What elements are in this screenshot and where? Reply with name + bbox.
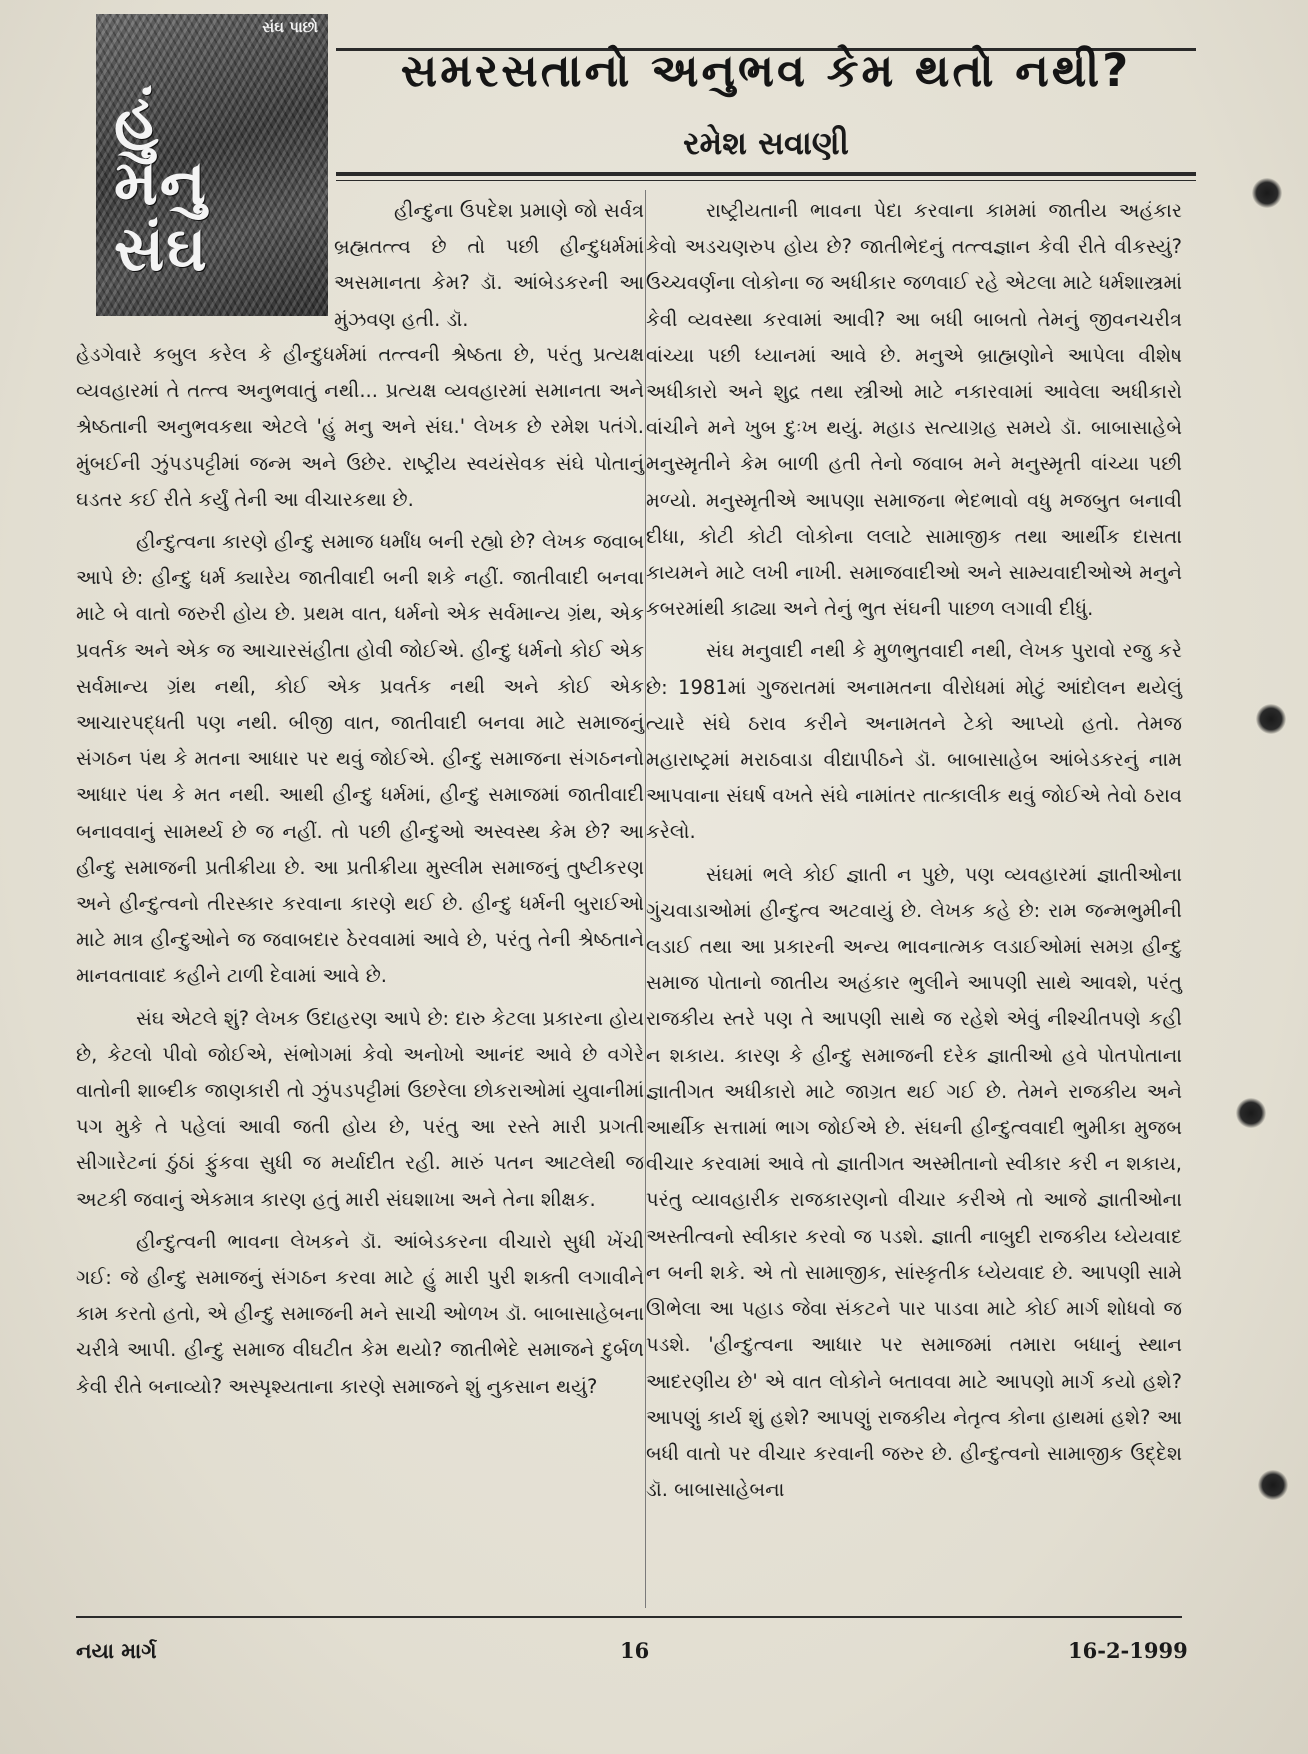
article-paragraph: રાષ્ટ્રીયતાની ભાવના પેદા કરવાના કામમાં જાતીય અહંકાર કેવો અડચણરુપ હોય છે? જાતીભેદનું તત્ત્વજ્ઞાન કેવી રીતે વીકસ્યું? ઉચ્ચવર્ણના લોકોના જ અધીકાર જળવાઈ રહે એટલા માટે ધર્મશાસ્ત્રમાં કેવી વ્યવસ્થા કરવામાં આવી? આ બધી બાબતો તેમનું જીવનચરીત્ર વાંચ્યા પછી ધ્યાનમાં આવે છે. મનુએ બ્રાહ્મણોને આપેલા વીશેષ અધીકારો અને શુદ્ર તથા સ્ત્રીઓ માટે નકારવામાં આવેલા અધીકારો વાંચીને મને ખુબ દુઃખ થયું. મહાડ સત્યાગ્રહ સમયે ડૉ. બાબાસાહેબે મનુસ્મૃતીને કેમ બાળી હતી તેનો જવાબ મને મનુસ્મૃતી વાંચ્યા પછી મળ્યો. મનુસ્મૃતીએ આપણા સમાજના ભેદભાવો વધુ મજબુત બનાવી દીધા, કોટી કોટી લોકોના લલાટે સામાજીક તથા આર્થીક દાસતા કાયમને માટે લખી નાખી. સમાજવાદીઓ અને સામ્યવાદીઓએ મનુને કબરમાંથી કાઢ્યા અને તેનું ભુત સંઘની પાછળ લગાવી દીધું. — [646, 199, 1182, 621]
article-paragraph: સંઘમાં ભલે કોઈ જ્ઞાતી ન પુછે, પણ વ્યવહારમાં જ્ઞાતીઓના ગુંચવાડાઓમાં હીન્દુત્વ અટવાયું છે. લેખક કહે છે: રામ જન્મભુમીની લડાઈ તથા આ પ્રકારની અન્ય ભાવનાત્મક લડાઈઓમાં સમગ્ર હીન્દુ સમાજ પોતાનો જાતીય અહંકાર ભુલીને આપણી સાથે આવશે, પરંતુ રાજકીય સ્તરે પણ તે આપણી સાથે જ રહેશે એવું નીશ્ચીતપણે કહી ન શકાય. કારણ કે હીન્દુ સમાજની દરેક જ્ઞાતીઓ હવે પોતપોતાના જ્ઞાતીગત અધીકારો માટે જાગ્રત થઈ ગઈ છે. તેમને રાજકીય અને આર્થીક સત્તામાં ભાગ જોઈએ છે. સંઘની હીન્દુત્વવાદી ભુમીકા મુજબ વીચાર કરવામાં આવે તો જ્ઞાતીગત અસ્મીતાનો સ્વીકાર કરી ન શકાય, પરંતુ વ્યાવહારીક રાજકારણનો વીચાર કરીએ તો આજે જ્ઞાતીઓના અસ્તીત્વનો સ્વીકાર કરવો જ પડશે. જ્ઞાતી નાબુદી રાજકીય ધ્યેયવાદ ન બની શકે. એ તો સામાજીક, સાંસ્કૃતીક ધ્યેયવાદ છે. આપણી સામે ઊભેલા આ પહાડ જેવા સંકટને પાર પાડવા માટે કોઈ માર્ગ શોધવો જ પડશે. 'હીન્દુત્વના આધાર પર સમાજમાં તમારા બધાનું સ્થાન આદરણીય છે' એ વાત લોકોને બતાવવા માટે આપણો માર્ગ કયો હશે? આપણું કાર્ય શું હશે? આપણું રાજકીય નેતૃત્વ કોના હાથમાં હશે? આ બધી વાતો પર વીચાર કરવાની જરુર છે. હીન્દુત્વનો સામાજીક ઉદ્દેશ ડૉ. બાબાસાહેબના — [646, 862, 1182, 1502]
article-headline: સમરસતાનો અનુભવ કેમ થતો નથી? — [400, 44, 1132, 97]
footer-rule — [76, 1616, 1182, 1618]
left-column — [76, 337, 644, 1405]
left-column-intro — [334, 193, 644, 338]
intro-paragraph: હીન્દુના ઉપદેશ પ્રમાણે જો સર્વત્ર બ્રહ્મતત્ત્વ છે તો પછી હીન્દુધર્મમાં અસમાનતા કેમ? ડૉ. આંબેડકરની આ મુંઝવણ હતી. ડૉ. — [334, 199, 644, 331]
cover-title-line: હું — [114, 80, 161, 153]
cover-title — [114, 80, 209, 285]
binding-hole — [1256, 704, 1286, 734]
footer-publication: નયા માર્ગ — [76, 1638, 157, 1663]
right-column — [646, 193, 1182, 1508]
cover-title-line: સંઘ — [114, 212, 209, 285]
binding-hole — [1252, 178, 1282, 208]
cover-top-text: સંઘ પાછો — [262, 18, 318, 36]
article-paragraph: હેડગેવારે કબુલ કરેલ કે હીન્દુધર્મમાં તત્ત્વની શ્રેષ્ઠતા છે, પરંતુ પ્રત્યક્ષ વ્યવહારમાં તે તત્ત્વ અનુભવાતું નથી... પ્રત્યક્ષ વ્યવહારમાં સમાનતા અને શ્રેષ્ઠતાની અનુભવકથા એટલે 'હું મનુ અને સંઘ.' લેખક છે રમેશ પતંગે. મુંબઈની ઝુંપડપટ્ટીમાં જન્મ અને ઉછેર. રાષ્ટ્રીય સ્વયંસેવક સંઘે પોતાનું ઘડતર કઈ રીતે કર્યું તેની આ વીચારકથા છે. — [76, 343, 644, 511]
binding-hole — [1236, 1098, 1266, 1128]
footer-date: 16-2-1999 — [1068, 1638, 1188, 1663]
binding-hole — [1258, 1470, 1288, 1500]
byline-rule-thick — [336, 172, 1196, 176]
article-paragraph: હીન્દુત્વના કારણે હીન્દુ સમાજ ધર્માંધ બની રહ્યો છે? લેખક જવાબ આપે છે: હીન્દુ ધર્મ ક્યારેય જાતીવાદી બની શકે નહીં. જાતીવાદી બનવા માટે બે વાતો જરુરી હોય છે. પ્રથમ વાત, ધર્મનો એક સર્વમાન્ય ગ્રંથ, એક પ્રવર્તક અને એક જ આચારસંહીતા હોવી જોઈએ. હીન્દુ ધર્મનો કોઈ એક સર્વમાન્ય ગ્રંથ નથી, કોઈ એક પ્રવર્તક નથી અને કોઈ એક આચારપદ્ધતી પણ નથી. બીજી વાત, જાતીવાદી બનવા માટે સમાજનું સંગઠન પંથ કે મતના આધાર પર થવું જોઈએ. હીન્દુ સમાજના સંગઠનનો આધાર પંથ કે મત નથી. આથી હીન્દુ ધર્મમાં, હીન્દુ સમાજમાં જાતીવાદી બનાવવાનું સામર્થ્ય છે જ નહીં. તો પછી હીન્દુઓ અસ્વસ્થ કેમ છે? આ હીન્દુ સમાજની પ્રતીક્રીયા છે. આ પ્રતીક્રીયા મુસ્લીમ સમાજનું તુષ્ટીકરણ અને હીન્દુત્વનો તીરસ્કાર કરવાના કારણે થઈ છે. હીન્દુ ધર્મની બુરાઈઓ માટે માત્ર હીન્દુઓને જ જવાબદાર ઠેરવવામાં આવે છે, પરંતુ તેની શ્રેષ્ઠતાને માનવતાવાદ કહીને ટાળી દેવામાં આવે છે. — [76, 530, 644, 988]
article-paragraph: સંઘ મનુવાદી નથી કે મુળભુતવાદી નથી, લેખક પુરાવો રજુ કરે છે: 1981માં ગુજરાતમાં અનામતના વીરોધમાં મોટું આંદોલન થયેલું ત્યારે સંઘે ઠરાવ કરીને અનામતને ટેકો આપ્યો હતો. તેમજ મહારાષ્ટ્રમાં મરાઠવાડા વીદ્યાપીઠને ડૉ. બાબાસાહેબ આંબેડકરનું નામ આપવાના સંઘર્ષ વખતે સંઘે નામાંતર તાત્કાલીક થવું જોઈએ તેવો ઠરાવ કરેલો. — [646, 639, 1182, 844]
footer-page-number: 16 — [620, 1638, 650, 1663]
cover-title-line: મનુ — [114, 146, 208, 219]
book-cover-image — [96, 14, 328, 316]
byline-rule-thin — [336, 180, 1196, 181]
article-author: રમેશ સવાણી — [683, 124, 849, 162]
article-paragraph: હીન્દુત્વની ભાવના લેખકને ડૉ. આંબેડકરના વીચારો સુધી ખેંચી ગઈ: જે હીન્દુ સમાજનું સંગઠન કરવા માટે હું મારી પુરી શક્તી લગાવીને કામ કરતો હતો, એ હીન્દુ સમાજની મને સાચી ઓળખ ડૉ. બાબાસાહેબના ચરીત્રે આપી. હીન્દુ સમાજ વીઘટીત કેમ થયો? જાતીભેદે સમાજને દુર્બળ કેવી રીતે બનાવ્યો? અસ્પૃશ્યતાના કારણે સમાજને શું નુકસાન થયું? — [76, 1229, 644, 1398]
article-paragraph: સંઘ એટલે શું? લેખક ઉદાહરણ આપે છે: દારુ કેટલા પ્રકારના હોય છે, કેટલો પીવો જોઈએ, સંભોગમાં કેવો અનોખો આનંદ આવે છે વગેરે વાતોની શાબ્દીક જાણકારી તો ઝુંપડપટ્ટીમાં ઉછરેલા છોકરાઓમાં યુવાનીમાં પગ મુકે તે પહેલાં આવી જતી હોય છે, પરંતુ આ રસ્તે મારી પ્રગતી સીગારેટનાં ઠુંઠાં ફુંકવા સુધી જ મર્યાદીત રહી. મારું પતન આટલેથી જ અટકી જવાનું એકમાત્ર કારણ હતું મારી સંઘશાખા અને તેના શીક્ષક. — [76, 1006, 644, 1211]
